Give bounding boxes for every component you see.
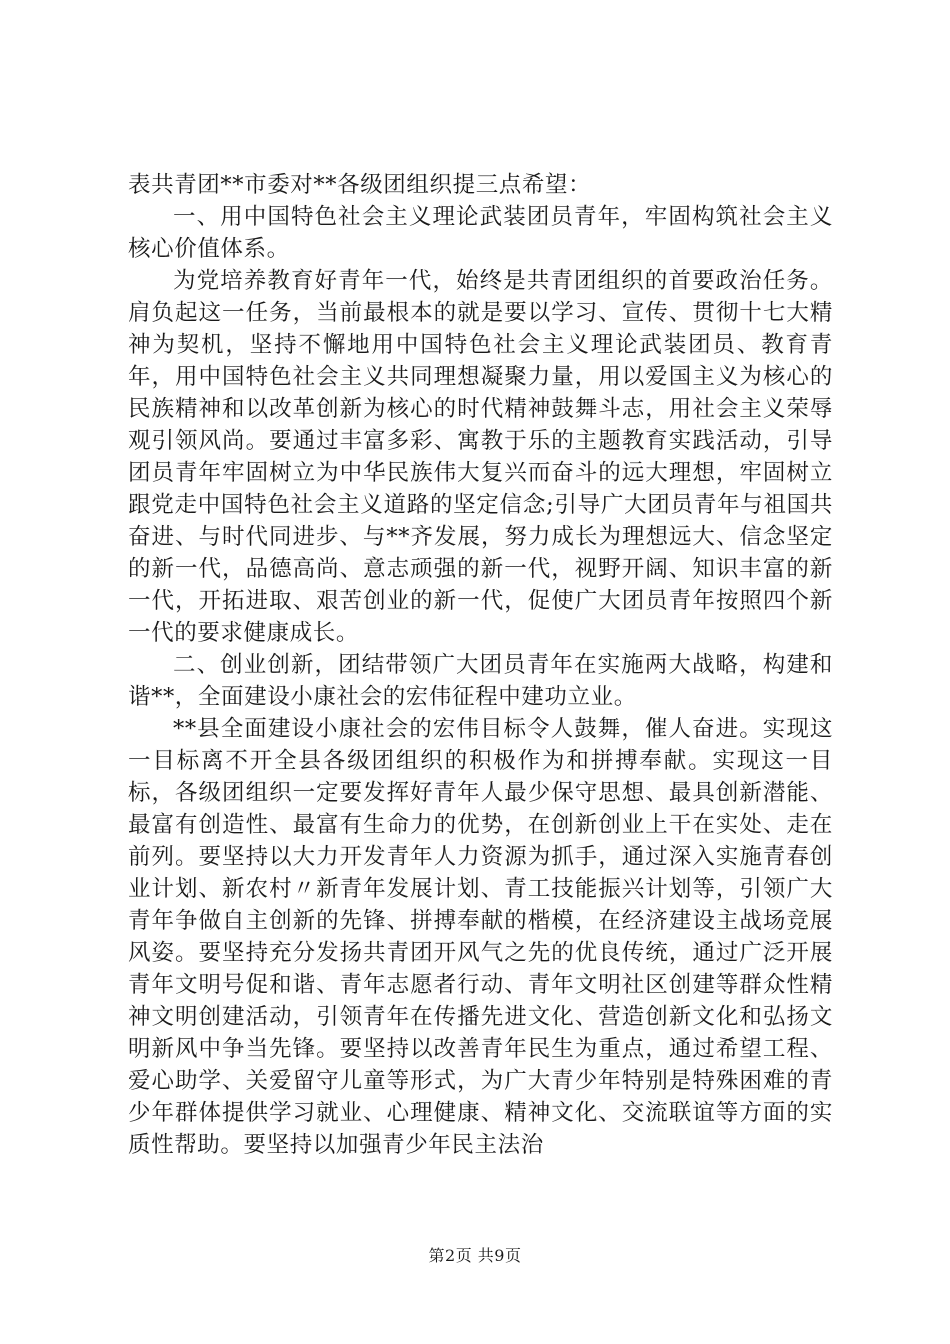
point-two-heading: 二、创业创新，团结带领广大团员青年在实施两大战略，构建和谐**，全面建设小康社会的宏伟征程中建功立业。	[128, 652, 833, 710]
point-two-body: **县全面建设小康社会的宏伟目标令人鼓舞，催人奋进。实现这一目标离不开全县各级团组织的积极作为和拼搏奉献。实现这一目标，各级团组织一定要发挥好青年人最少保守思想、最具创新潜能、最富有创造性、最富有生命力的优势，在创新创业上干在实处、走在前列。要坚持以大力开发青年人力资源为抓手，通过深入实施青春创业计划、新农村〃新青年发展计划、青工技能振兴计划等，引领广大青年争做自主创新的先锋、拼搏奉献的楷模，在经济建设主战场竞展风姿。要坚持充分发扬共青团开风气之先的优良传统，通过广泛开展青年文明号促和谐、青年志愿者行动、青年文明社区创建等群众性精神文明创建活动，引领青年在传播先进文化、营造创新文化和弘扬文明新风中争当先锋。要坚持以改善青年民生为重点，通过希望工程、爱心助学、关爱留守儿童等形式，为广大青少年特别是特殊困难的青少年群体提供学习就业、心理健康、精神文化、交流联谊等方面的实质性帮助。要坚持以加强青少年民主法治	[128, 716, 833, 1158]
document-body	[128, 169, 833, 1161]
point-one-body: 为党培养教育好青年一代，始终是共青团组织的首要政治任务。肩负起这一任务，当前最根本的就是要以学习、宣传、贯彻十七大精神为契机，坚持不懈地用中国特色社会主义理论武装团员、教育青年，用中国特色社会主义共同理想凝聚力量，用以爱国主义为核心的民族精神和以改革创新为核心的时代精神鼓舞斗志，用社会主义荣辱观引领风尚。要通过丰富多彩、寓教于乐的主题教育实践活动，引导团员青年牢固树立为中华民族伟大复兴而奋斗的远大理想，牢固树立跟党走中国特色社会主义道路的坚定信念;引导广大团员青年与祖国共奋进、与时代同进步、与**齐发展，努力成长为理想远大、信念坚定的新一代，品德高尚、意志顽强的新一代，视野开阔、知识丰富的新一代，开拓进取、艰苦创业的新一代，促使广大团员青年按照四个新一代的要求健康成长。	[128, 268, 833, 646]
page-number-footer: 第2页 共9页	[428, 1246, 522, 1265]
intro-line: 表共青团**市委对**各级团组织提三点希望：	[128, 172, 592, 198]
point-one-heading: 一、用中国特色社会主义理论武装团员青年，牢固构筑社会主义核心价值体系。	[128, 204, 833, 262]
